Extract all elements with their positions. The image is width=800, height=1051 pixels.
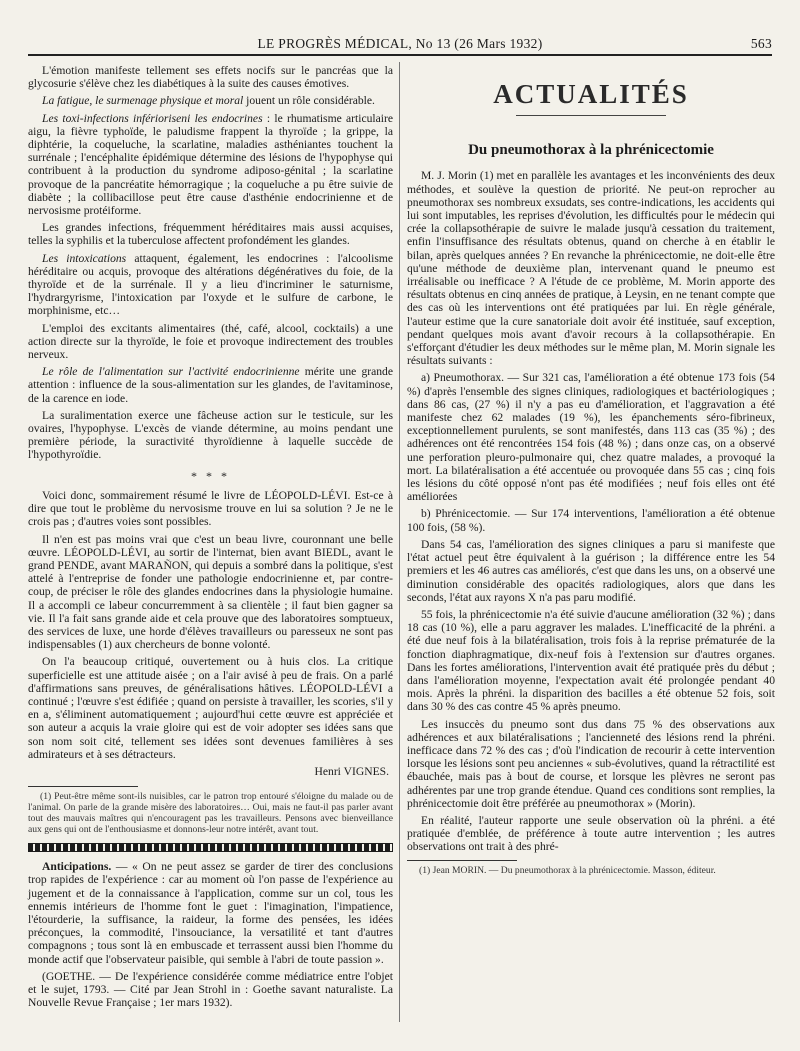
column-divider (399, 62, 400, 1022)
paragraph: M. J. Morin (1) met en parallèle les avantages et les inconvénients des deux méthodes, et soulève la question de priorité. Ne peut-on reprocher au pneumothorax ses nombreux exsudats, ses contre-indications, les accidents qui lui sont imputables, les reprises d'évolution, les difficultés pour le médecin qui crée la collapsothérapie de suivre le malade jusqu'à cessation du traitement, enfin l'insuffisance des résultats obtenus, quand on cherche à en établir le bilan, après quelques années ? En revanche la phrénicectomie, ne doit-elle être qu'une méthode de deuxième plan, intervenant quand le pneumo est irréalisable ou inefficace ? A l'étude de ce problème, M. Morin apporte des résultats obtenus en cinq années de pratique, à Leysin, en ne tenant compte que des cas où les interventions ont été pratiquées par lui. En règle générale, l'auteur estime que la cure sanatoriale doit avoir été instituée, sauf exception, pendant quelques mois avant d'avoir recours à la collapsothérapie. En s'efforçant d'étudier les deux méthodes sur le même plan, M. Morin signale les résultats suivants : (407, 169, 775, 368)
running-head: LE PROGRÈS MÉDICAL, No 13 (26 Mars 1932) (257, 36, 543, 51)
paragraph-lead: Les toxi-infections inférioriseni les endocrines (42, 111, 263, 125)
paragraph: Voici donc, sommairement résumé le livre de LÉOPOLD-LÉVI. Est-ce à dire que tout le problème du nervosisme trouve en lui sa solution ? Je ne le crois pas ; d'autres voies sont possibles. (28, 488, 393, 529)
footnote-divider (28, 786, 138, 787)
paragraph-text: : le rhumatisme articulaire aigu, la fièvre typhoïde, le paludisme frappent la thyroïde ; la grippe, la diphtérie, la coqueluche, la scarlatine, maladies asthéniantes touchent la surrénale ; l'encéphalite épidémique détermine des lésions de l'hypophyse qui contribuent à la production du syndrome adiposo-génital ; la scarlatine provoque de la pancréatite hémorragique ; la coqueluche a pu être suivie de diabète ; la collibacillose peut être cause d'asthénie endocrinienne et de nervosisme protéiforme. (28, 111, 393, 218)
paragraph-lead: Anticipations. (42, 860, 112, 874)
decorative-rule (28, 843, 393, 852)
author-signature: Henri VIGNES. (314, 764, 389, 778)
paragraph: a) Pneumothorax. — Sur 321 cas, l'amélioration a été obtenue 173 fois (54 %) d'après l'ensemble des signes cliniques, radiologiques et bactériologiques ; dans 86 cas, (27 %) il n'y a pas eu d'amélioration, et l'aggravation a été manifeste chez 62 malades (19 %), les épanchements séro-fibrineux, exceptionnellement purulents, se sont manifestés, dans 113 cas (35 %) ; des adhérences ont été rencontrées 154 fois (48 %) ; dans onze cas, on a observé une perforation pleuro-pulmonaire qui, chez quatre malades, a provoqué la mort. La bilatéralisation a été accentuée ou provoquée dans 55 cas ; cinq fois les lésions du côté opposé n'ont pas été modifiées ; neuf fois elles ont été améliorées (407, 371, 775, 504)
paragraph: L'emploi des excitants alimentaires (thé, café, alcool, cocktails) a une action directe sur la thyroïde, le foie et provoque indirectement des troubles nerveux. (28, 321, 393, 362)
paragraph: Il n'en est pas moins vrai que c'est un beau livre, couronnant une belle œuvre. LÉOPOLD-LÉVI, au sortir de l'internat, bien avant BIEDL, avant le grand PENDE, avant MARAÑON, qui depuis a sombré dans la politique, s'est attelé à l'entreprise de fonder une pathologie endocrinienne et, par contre-coup, de préciser le rôle des glandes endocrines dans la physiologie humaine. Il a accompli ce labeur concurremment à sa clientèle ; il faut bien gagner sa vie. Il l'a fait sans grande aide et cela prouve que des laboratoires somptueux, des services de luxe, une horde d'élèves travailleurs ou paresseux ne sont pas indispensables (1) aux chercheurs de bonne volonté. (28, 532, 393, 652)
paragraph: On l'a beaucoup critiqué, ouvertement ou à huis clos. La critique superficielle est une attitude aisée ; on a l'air avisé à peu de frais. On a parlé d'affirmations sans preuves, de généralisations hâtives. LÉOPOLD-LÉVI a continué ; l'œuvre s'est édifiée ; quand on persiste à travailler, les scories, s'il y en a, s'éliminent automatiquement ; aujourd'hui cette œuvre est appréciée et son auteur a acquis la vraie gloire qui est de voir adopter ses idées sans que son nom soit cité, tellement ses idées sont devenues familières à ses admirateurs et à ses détracteurs. (28, 655, 393, 761)
paragraph-text: — « On ne peut assez se garder de tirer des conclusions trop rapides de l'expérience : car au moment où l'on passe de l'expérience au jugement et de la connaissance à l'application, comme sur un col, tous les ennemis intérieurs de l'homme font le guet : l'imagination, l'impatience, l'étourderie, la suffisance, la raideur, la forme des pensées, les idées préconçues, la commodité, l'insouciance, la versatilité et tant d'autres compagnons ; tous sont là en embuscade et terrassent aussi bien l'homme du monde actif que l'observateur paisible, qui semble à l'abri de toute passion ». (28, 860, 393, 966)
article-title: Du pneumothorax à la phrénicectomie (468, 142, 714, 159)
paragraph: La suralimentation exerce une fâcheuse action sur le testicule, sur les ovaires, l'hypophyse. L'excès de viande détermine, au moins pendant une première période, la suractivité thyroïdienne à laquelle succède de l'hypothyroïdie. (28, 408, 393, 462)
paragraph: (GOETHE. — De l'expérience considérée comme médiatrice entre l'objet et le sujet, 1793. — Cité par Jean Strohl in : Goethe savant naturaliste. La Nouvelle Revue Française ; 1er mars 1932). (28, 969, 393, 1010)
left-column (28, 64, 393, 1013)
paragraph: L'émotion manifeste tellement ses effets nocifs sur le pancréas que la glycosurie s'élève chez les diabétiques à la suite des causes émotives. (28, 64, 393, 91)
paragraph (28, 112, 393, 218)
paragraph (28, 365, 393, 405)
paragraph: Dans 54 cas, l'amélioration des signes cliniques a paru si manifeste que l'état actuel peut être équivalent à la guérison ; la différence entre les 54 premiers et les 46 autres cas améliorés, c'est que dans les uns, on a observé une diminution considérable des opacités radiologiques, alors que dans les seconds, l'état aux rayons X n'a pas paru modifié. (407, 537, 775, 604)
page-number: 563 (750, 36, 772, 51)
paragraph-lead: La fatigue, le surmenage physique et moral (42, 94, 244, 108)
paragraph-text: attaquent, également, les endocrines : l'alcoolisme héréditaire ou acquis, provoque des altérations dégénératives du foie, de la thyroïde et de la surrénale. Il y a lieu d'incriminer le saturnisme, l'hydrargyrisme, l'intoxication par l'oxyde et le sulfure de carbone, le morphinisme, etc… (28, 251, 394, 318)
paragraph: Les grandes infections, fréquemment héréditaires mais aussi acquises, telles la syphilis et la tuberculose affectent profondément les glandes. (28, 221, 393, 248)
paragraph-lead: Le rôle de l'alimentation sur l'activité endocrinienne (42, 365, 300, 379)
footnote: (1) Peut-être même sont-ils nuisibles, car le patron trop entouré s'éloigne du malade ou de l'animal. On parle de la grande misère des laboratoires… Oui, mais ne faut-il pas parler avant tout des mauvais maîtres qui n'encouragent pas les travailleurs. Pensons avec bienveillance aux gens qui ont de l'enthousiasme et donnons-leur notre intérêt, avant tout. (28, 791, 393, 836)
paragraph-lead: Les intoxications (42, 251, 127, 265)
paragraph-text: mérite une grande attention : influence de la sous-alimentation sur les glandes, de l'avitaminose, de la carence en iode. (28, 365, 393, 405)
paragraph: 55 fois, la phrénicectomie n'a été suivie d'aucune amélioration (32 %) ; dans 18 cas (10 %), elle a paru aggraver les malades. L'inefficacité de la phréni. a été due neuf fois à la bilatéralisation, trois fois à la reprise prématurée de la fonction diaphragmatique, dix-neuf fois à l'extension sur d'autres organes. Dans les fortes améliorations, l'intervention avait été pratiquée près du début ; dans l'amélioration moyenne, l'expectation avait été prolongée pendant 40 mois. Après la phréni. la disparition des bacilles a été obtenue 52 fois, soit dans 30 % des cas contre 45 % après pneumo. (407, 607, 775, 714)
paragraph: En réalité, l'auteur rapporte une seule observation où la phréni. a été pratiquée d'emblée, de préférence à toute autre intervention ; les autres observations ont trait à des phré- (407, 813, 775, 854)
section-separator: * * * (191, 468, 230, 483)
paragraph: Les insuccès du pneumo sont dus dans 75 % des observations aux adhérences et aux bilatéralisations ; l'ancienneté des lésions rend la phréni. inefficace dans 72 % des cas ; d'où l'indication de recourir à cette intervention lorsque les lésions sont peu anciennes « sub-évolutives, quand la rétractilité est ébauchée, mais pas à bout de course, et lorsque les plèvres ne seront pas adhérentes par une trop grande étendue. Quand ces conditions sont remplies, la phrénicectomie doit être préférée au pneumothorax » (Morin). (407, 717, 775, 810)
section-title: ACTUALITÉS (493, 79, 689, 109)
right-column (407, 64, 775, 880)
page-header (28, 34, 772, 56)
paragraph (28, 94, 393, 107)
paragraph-text: jouent un rôle considérable. (243, 94, 375, 108)
paragraph: b) Phrénicectomie. — Sur 174 interventions, l'amélioration a été obtenue 100 fois, (58 %). (407, 507, 775, 534)
paragraph (28, 252, 393, 318)
footnote-divider (407, 860, 517, 861)
section-title-rule (516, 115, 666, 116)
paragraph (28, 860, 393, 966)
footnote: (1) Jean MORIN. — Du pneumothorax à la phrénicectomie. Masson, éditeur. (419, 864, 716, 876)
